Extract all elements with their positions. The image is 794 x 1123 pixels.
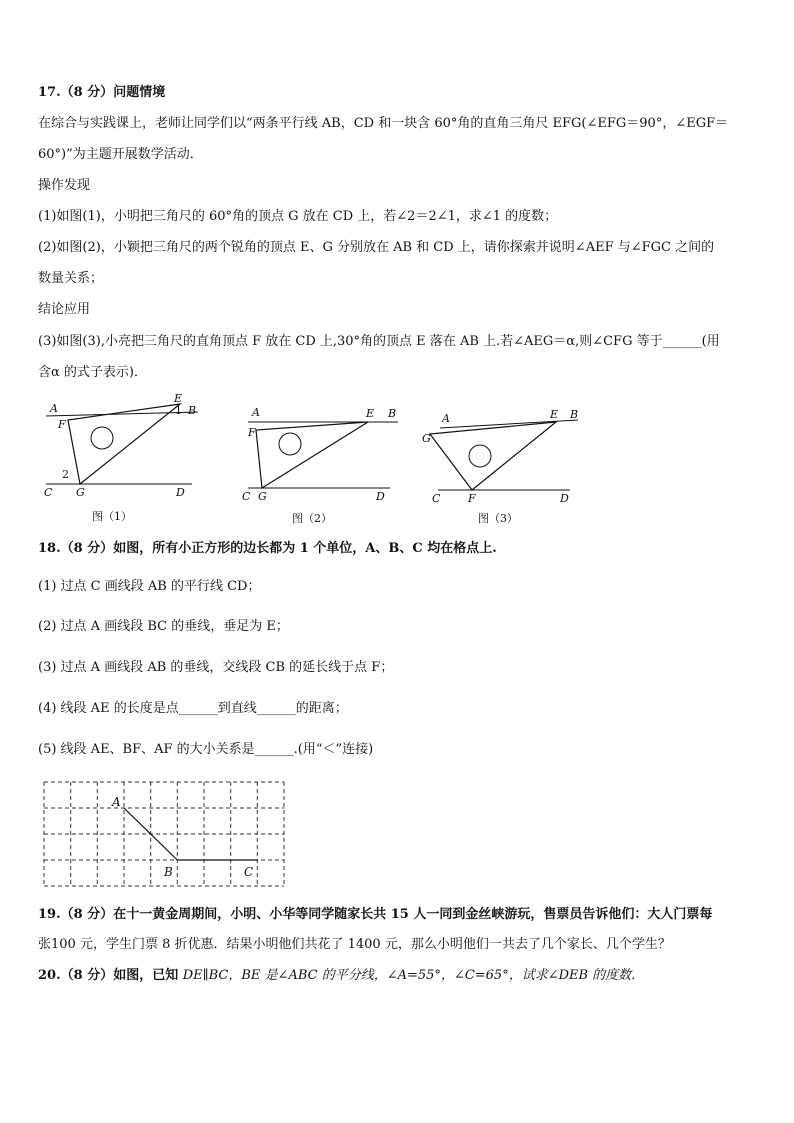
q17-part3-line1: (3)如图(3),小亮把三角尺的直角顶点 F 放在 CD 上,30°角的顶点 E 落在 AB 上.若∠AEG＝α,则∠CFG 等于______(用 xyxy=(38,334,720,349)
grid-label-a: A xyxy=(112,795,121,809)
fig1-label-f: F xyxy=(58,418,66,431)
fig2-label-f: F xyxy=(248,426,256,439)
fig2-label-b: B xyxy=(388,407,397,420)
q20-math: DE∥BC，BE 是∠ABC 的平分线，∠A=55°，∠C=65°，试求∠DEB 的度数． xyxy=(182,968,645,983)
fig3-caption: 图（3） xyxy=(478,512,518,525)
q18-step-5: (5) 线段 AE、BF、AF 的大小关系是______.(用“＜”连接) xyxy=(38,742,374,757)
q18-step-4: (4) 线段 AE 的长度是点______到直线______的距离； xyxy=(38,701,348,716)
fig3-label-g: G xyxy=(422,432,431,445)
fig2-label-a: A xyxy=(252,406,260,419)
fig3-label-f: F xyxy=(468,492,476,505)
q17-section-discovery: 操作发现 xyxy=(38,178,91,193)
fig3-label-e: E xyxy=(550,408,559,421)
fig3-label-d: D xyxy=(560,492,569,505)
q17-part3-line2: 含α 的式子表示)． xyxy=(38,365,147,380)
q17-part2-line1: (2)如图(2)，小颖把三角尺的两个锐角的顶点 E、G 分别放在 AB 和 CD 上，请你探索并说明∠AEF 与∠FGC 之间的 xyxy=(38,240,715,255)
fig1-caption: 图（1） xyxy=(92,510,132,523)
fig3-label-a: A xyxy=(442,412,450,425)
q18-step-3: (3) 过点 A 画线段 AB 的垂线，交线段 CB 的延长线于点 F； xyxy=(38,660,394,675)
q17-part1: (1)如图(1)，小明把三角尺的 60°角的顶点 G 放在 CD 上，若∠2＝2∠1，求∠1 的度数； xyxy=(38,209,558,224)
q17-intro-line1: 在综合与实践课上，老师让同学们以“两条平行线 AB，CD 和一块含 60°角的直角三角尺 EFG(∠EFG＝90°，∠EGF＝ xyxy=(38,116,729,131)
q18-step-1: (1) 过点 C 画线段 AB 的平行线 CD； xyxy=(38,579,261,594)
q17-figure-1 xyxy=(40,392,200,530)
q18-grid-figure xyxy=(42,780,292,896)
q17-title: 17.（8 分）问题情境 xyxy=(38,85,166,100)
q17-figure-2 xyxy=(238,402,402,530)
fig1-angle-2: 2 xyxy=(62,468,69,481)
q18-title: 18.（8 分）如图，所有小正方形的边长都为 1 个单位，A、B、C 均在格点上. xyxy=(38,541,497,556)
q17-part2-line2: 数量关系； xyxy=(38,271,104,286)
fig1-label-e: E xyxy=(174,392,183,405)
fig1-label-a: A xyxy=(50,402,58,415)
fig2-label-d: D xyxy=(376,490,385,503)
q17-intro-line2: 60°)”为主题开展数学活动． xyxy=(38,147,203,162)
grid-label-b: B xyxy=(164,865,173,879)
fig1-label-g: G xyxy=(76,486,85,499)
fig1-label-c: C xyxy=(44,486,53,499)
fig2-label-e: E xyxy=(366,407,375,420)
q17-figure-3 xyxy=(420,404,590,530)
q18-step-2: (2) 过点 A 画线段 BC 的垂线，垂足为 E； xyxy=(38,619,289,634)
fig2-label-c: C xyxy=(242,490,251,503)
q20-line xyxy=(38,967,644,985)
fig1-label-d: D xyxy=(176,486,185,499)
fig3-label-c: C xyxy=(432,492,441,505)
fig1-angle-1: 1 xyxy=(175,404,182,417)
q20-lead: 20.（8 分）如图，已知 xyxy=(38,968,183,983)
q19-line1 xyxy=(38,906,712,924)
grid-label-c: C xyxy=(244,865,254,879)
fig3-label-b: B xyxy=(570,408,579,421)
q17-section-application: 结论应用 xyxy=(38,302,91,317)
fig2-label-g: G xyxy=(258,490,267,503)
q19-line2: 张100 元，学生门票 8 折优惠．结果小明他们共花了 1400 元，那么小明他们一共去了几个家长、几个学生？ xyxy=(38,937,671,952)
fig1-label-b: B xyxy=(188,404,197,417)
fig2-caption: 图（2） xyxy=(292,512,332,525)
q19-text-1: 19.（8 分）在十一黄金周期间，小明、小华等同学随家长共 15 人一同到金丝峡游玩，售票员告诉他们：大人门票每 xyxy=(38,907,713,922)
